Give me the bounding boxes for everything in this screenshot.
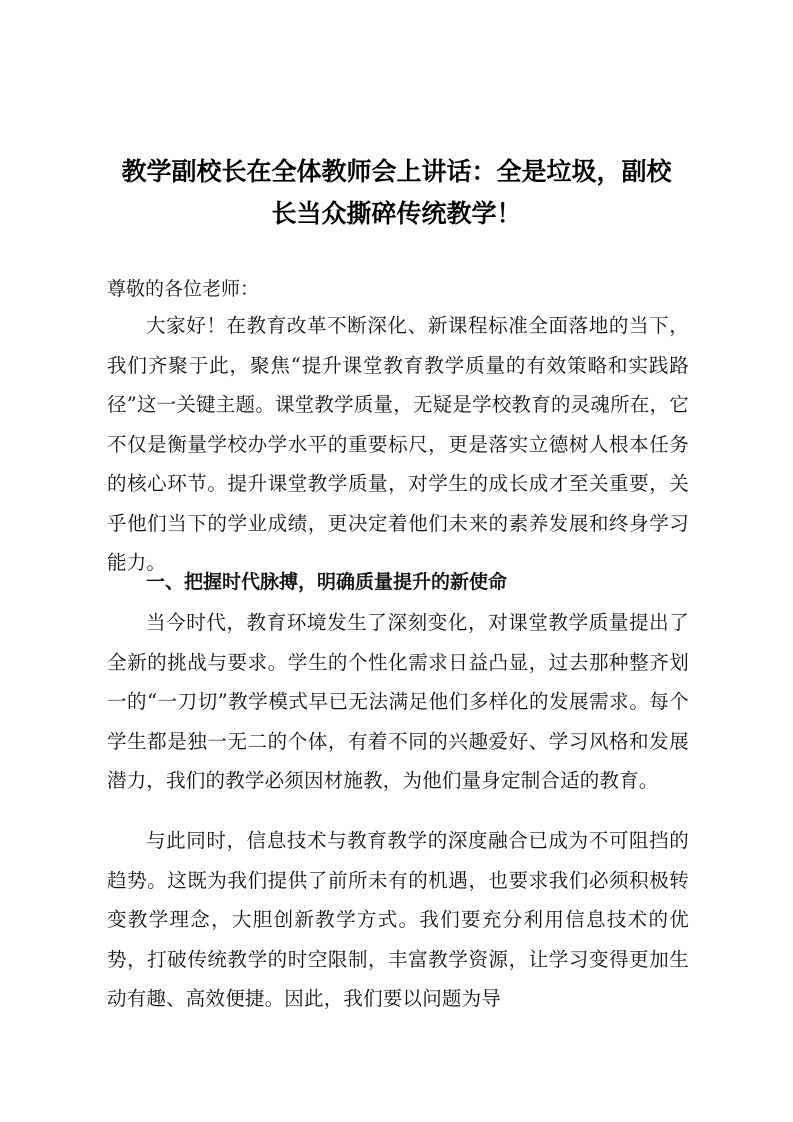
- document-title-line-1: 教学副校长在全体教师会上讲话：全是垃圾，副校: [121, 157, 672, 186]
- paragraph-intro: 大家好！在教育改革不断深化、新课程标准全面落地的当下，我们齐聚于此，聚焦“提升课堂教育教学质量的有效策略和实践路径”这一关键主题。课堂教学质量，无疑是学校教育的灵魂所在，它不仅是衡量学校办学水平的重要标尺，更是落实立德树人根本任务的核心环节。提升课堂教学质量，对学生的成长成才至关重要，关乎他们当下的学业成绩，更决定着他们未来的素养发展和终身学习能力。: [107, 314, 689, 574]
- salutation: 尊敬的各位老师：: [107, 278, 260, 300]
- paragraph-technology-integration: 与此同时，信息技术与教育教学的深度融合已成为不可阻挡的趋势。这既为我们提供了前所未有的机遇，也要求我们必须积极转变教学理念，大胆创新教学方式。我们要充分利用信息技术的优势，打破传统教学的时空限制，丰富教学资源，让学习变得更加生动有趣、高效便捷。因此，我们要以问题为导: [107, 829, 689, 1010]
- section-heading-1: 一、把握时代脉搏，明确质量提升的新使命: [146, 571, 508, 593]
- document-title-line-2: 长当众撕碎传统教学！: [271, 199, 522, 228]
- paragraph-era-challenges: 当今时代，教育环境发生了深刻变化，对课堂教学质量提出了全新的挑战与要求。学生的个性化需求日益凸显，过去那种整齐划一的“一刀切”教学模式早已无法满足他们多样化的发展需求。每个学生都是独一无二的个体，有着不同的兴趣爱好、学习风格和发展潜力，我们的教学必须因材施教，为他们量身定制合适的教育。: [107, 611, 689, 792]
